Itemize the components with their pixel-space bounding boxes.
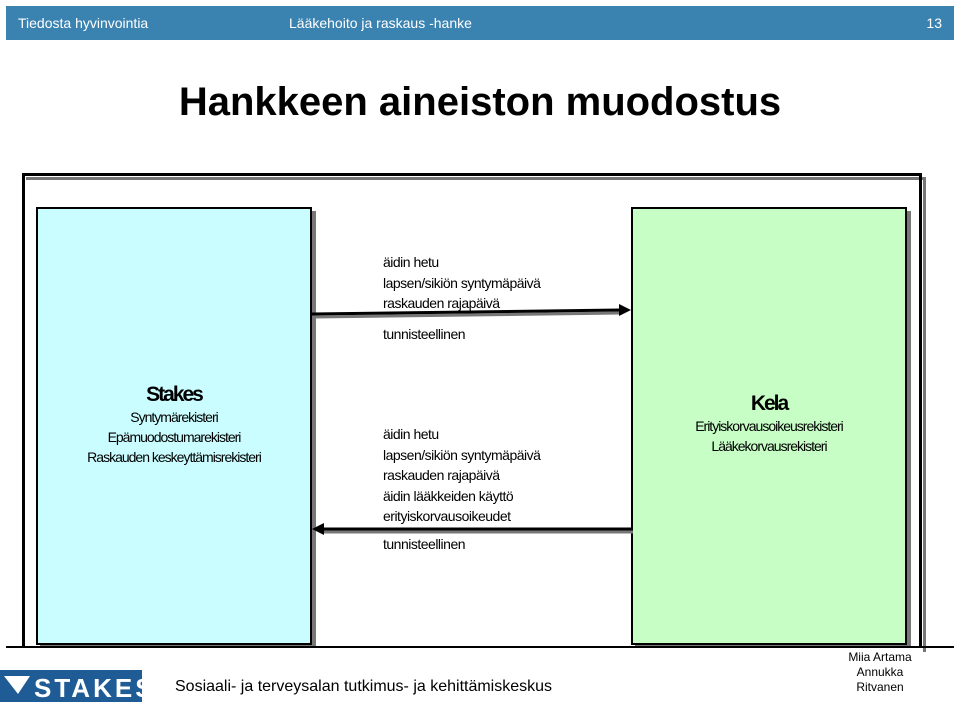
authors (820, 650, 940, 695)
flow-item: äidin hetu (383, 426, 439, 442)
author-line: Annukka (856, 665, 904, 679)
flow-item: lapsen/sikiön syntymäpäivä (383, 274, 541, 291)
stakes-register: Epämuodostumarekisteri (107, 429, 241, 445)
stakes-register: Raskauden keskeyttämisrekisteri (87, 449, 261, 465)
flow-item: lapsen/sikiön syntymäpäivä (383, 446, 541, 463)
header-project-text: Lääkehoito ja raskaus -hanke (289, 15, 472, 31)
flow-item: raskauden rajapäivä (383, 295, 500, 311)
flow-item: äidin hetu (383, 254, 439, 270)
flow-item: erityiskorvausoikeudet (383, 508, 511, 524)
stakes-logo (0, 668, 156, 704)
page-number: 13 (926, 15, 942, 31)
kela-name: Kela (750, 392, 788, 415)
stakes-register: Syntymärekisteri (130, 409, 218, 425)
kela-register: Lääkekorvausrekisteri (711, 438, 827, 454)
flow-to-kela-tag: tunnisteellinen (383, 326, 466, 342)
stakes-name: Stakes (146, 383, 202, 406)
footer-organization: Sosiaali- ja terveysalan tutkimus- ja kehittämiskeskus (175, 678, 553, 695)
page-title: Hankkeen aineiston muodostus (178, 80, 782, 124)
footer-divider (6, 646, 954, 648)
author-line: Ritvanen (856, 680, 904, 694)
flow-to-stakes-tag: tunnisteellinen (383, 536, 466, 552)
flow-item: raskauden rajapäivä (383, 467, 500, 483)
arrow-to-stakes (312, 523, 633, 535)
kela-register: Erityiskorvausoikeusrekisteri (695, 418, 843, 434)
flow-item: äidin lääkkeiden käyttö (383, 487, 514, 504)
author-line: Miia Artama (848, 650, 912, 664)
arrow-to-kela (312, 304, 631, 317)
header-left-text: Tiedosta hyvinvointia (18, 15, 149, 31)
logo-text: STAKES (34, 673, 156, 703)
